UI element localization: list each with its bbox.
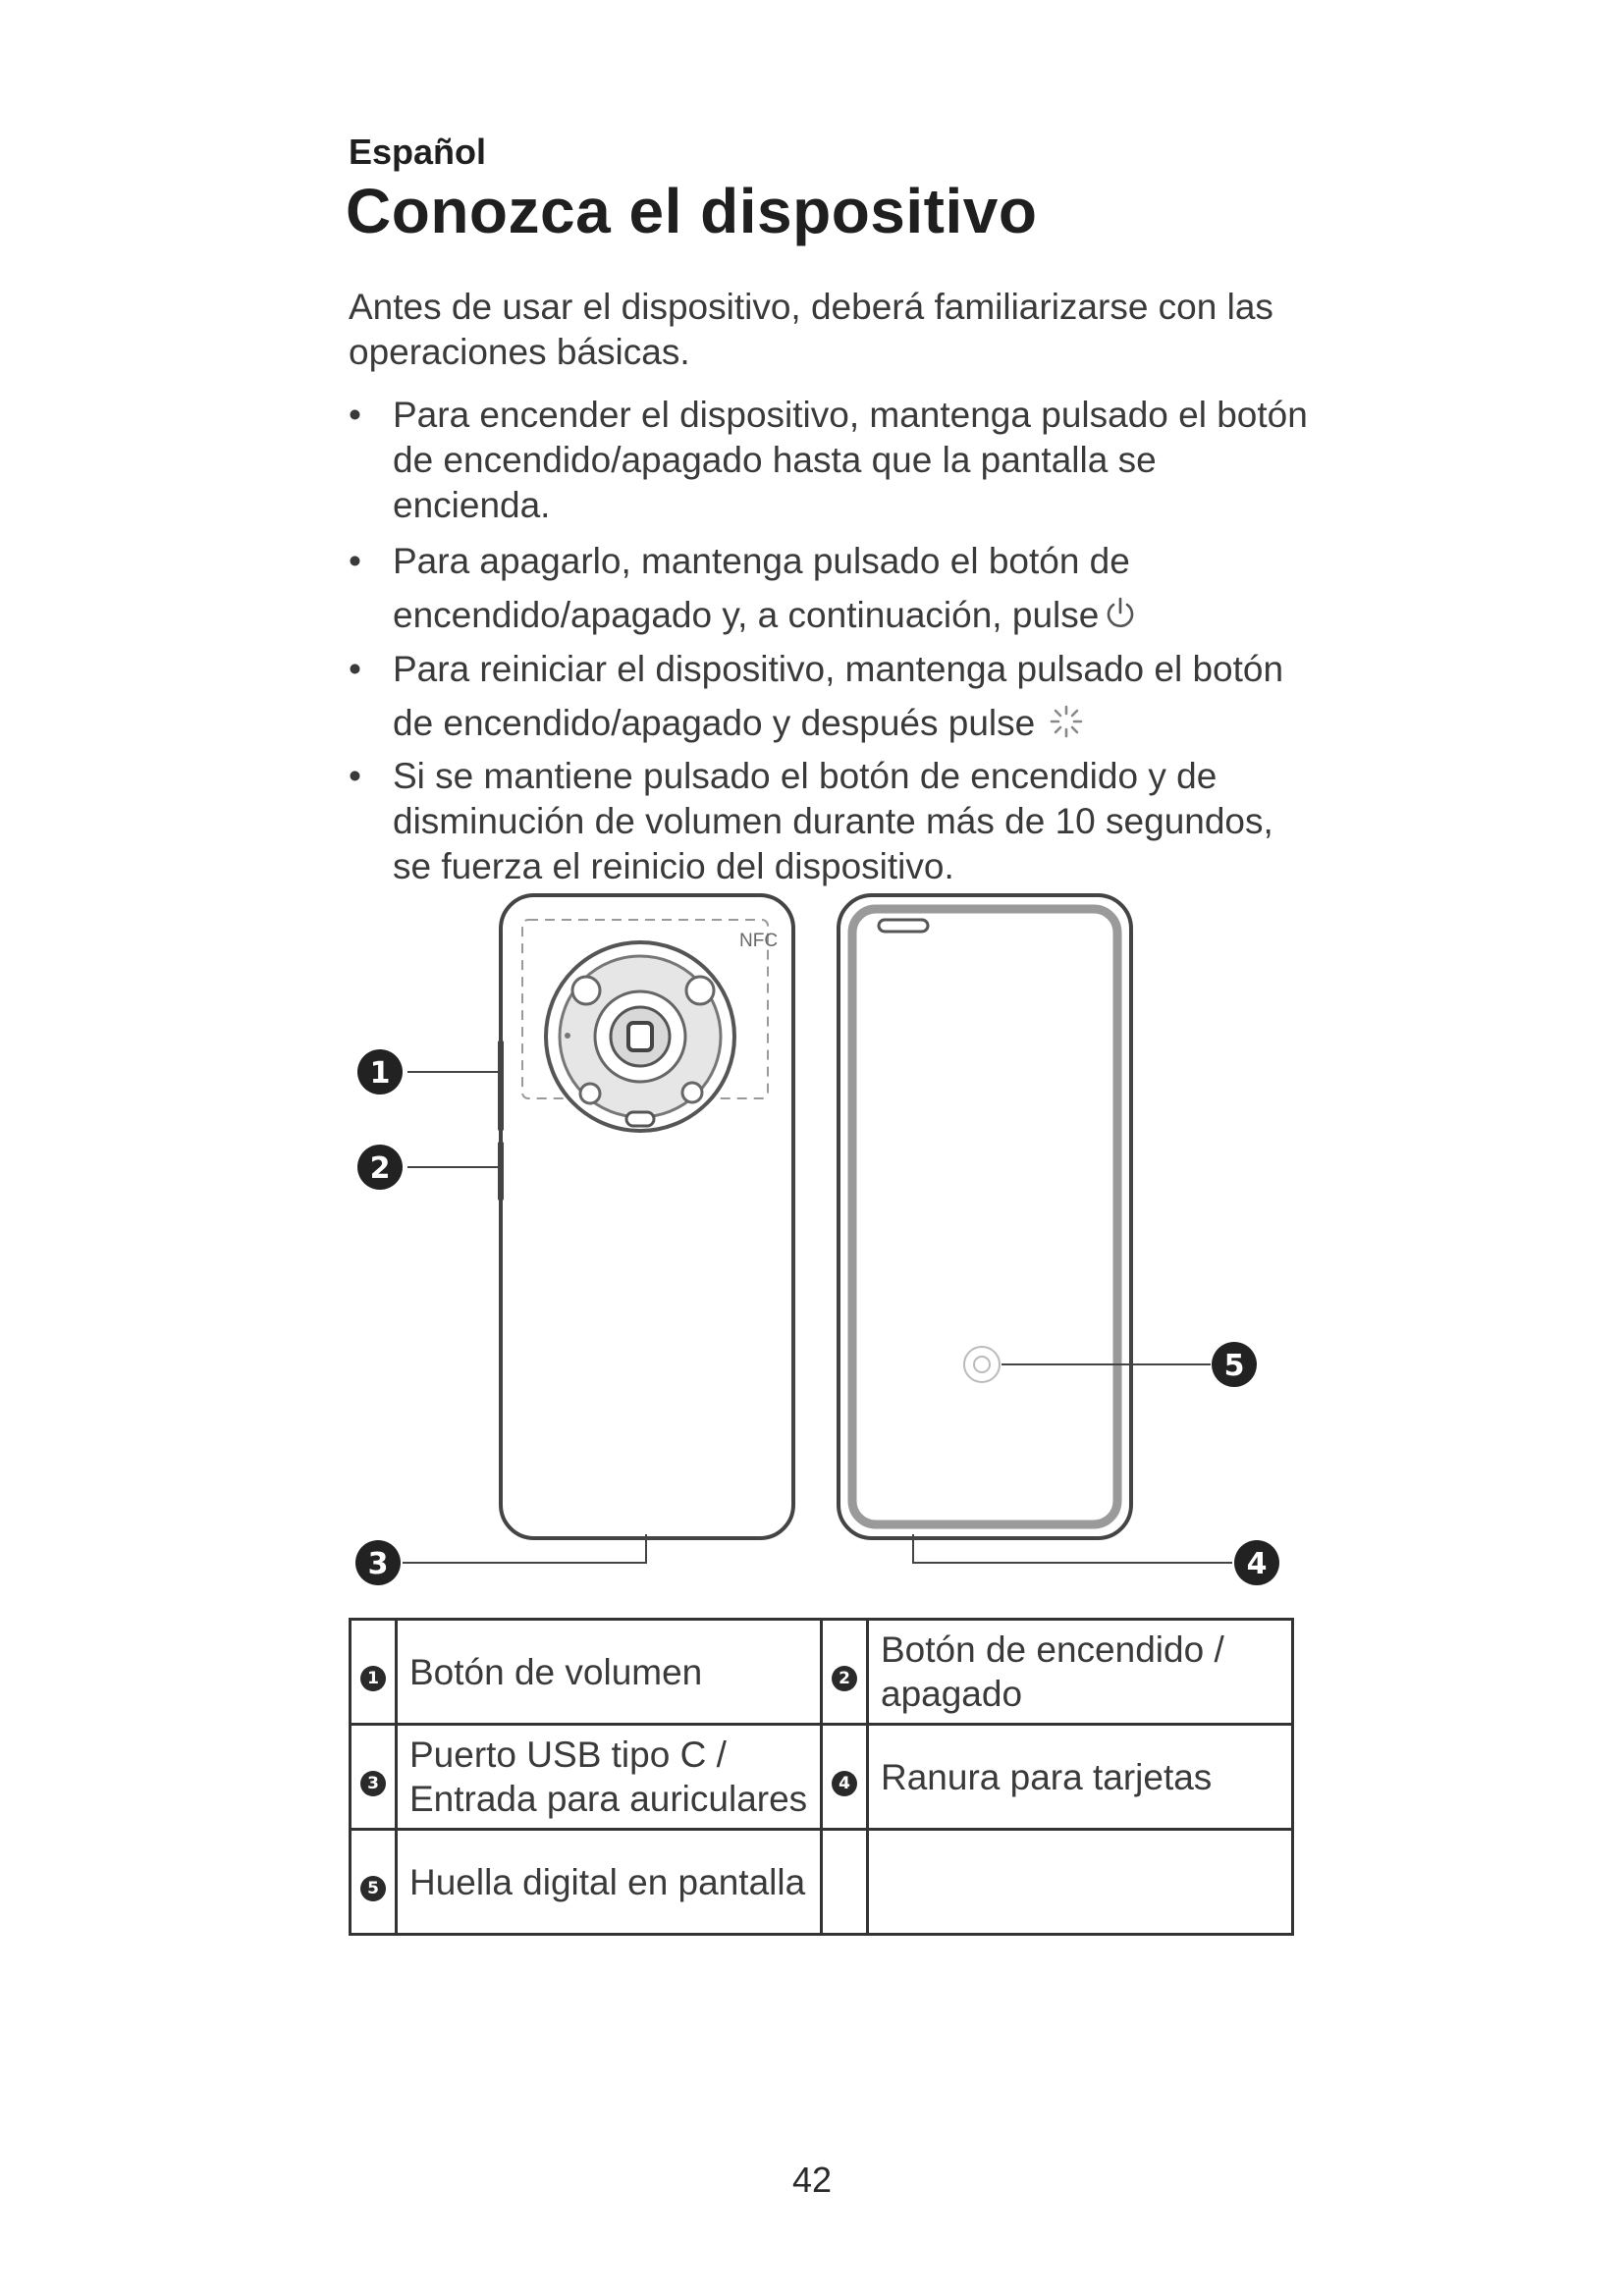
table-cell-label: Huella digital en pantalla xyxy=(397,1830,822,1935)
nfc-label: NFC xyxy=(739,931,779,951)
table-cell-label-empty xyxy=(868,1830,1293,1935)
callout-5 xyxy=(1212,1342,1257,1387)
table-cell-number: 5 xyxy=(351,1830,397,1935)
bullet-marker: • xyxy=(349,756,361,796)
table-cell-number: 3 xyxy=(351,1725,397,1830)
page-title: Conozca el dispositivo xyxy=(346,176,1038,246)
table-cell-label: Ranura para tarjetas xyxy=(868,1725,1293,1830)
bullet-marker: • xyxy=(349,649,361,689)
svg-text:2: 2 xyxy=(369,1151,391,1186)
table-row xyxy=(351,1830,1293,1935)
table-cell-number: 4 xyxy=(822,1725,868,1830)
power-icon xyxy=(1101,594,1140,633)
list-item-text: Para apagarlo, mantenga pulsado el botón de encendido/apagado y, a continuación, pulse xyxy=(393,541,1130,635)
svg-text:4: 4 xyxy=(1246,1547,1268,1581)
page-number: 42 xyxy=(791,2160,833,2200)
svg-text:3: 3 xyxy=(367,1547,389,1581)
intro-paragraph: Antes de usar el dispositivo, deberá familiarizarse con las operaciones básicas. xyxy=(349,287,1273,372)
table-cell-label: Puerto USB tipo C / Entrada para auriculares xyxy=(397,1725,822,1830)
table-cell-number: 1 xyxy=(351,1620,397,1725)
svg-text:1: 1 xyxy=(369,1056,391,1091)
instruction-list xyxy=(349,393,1311,889)
svg-text:5: 5 xyxy=(1223,1349,1245,1383)
list-item xyxy=(349,642,1311,750)
list-item xyxy=(349,754,1311,889)
phone-front-illustration xyxy=(839,895,1131,1538)
callout-1 xyxy=(357,1049,403,1095)
list-item-text: Para encender el dispositivo, mantenga pulsado el botón de encendido/apagado hasta que la pantalla se encienda. xyxy=(393,395,1308,525)
phone-back-illustration xyxy=(498,895,793,1538)
list-item-text: Para reiniciar el dispositivo, mantenga pulsado el botón de encendido/apagado y después pulse xyxy=(393,649,1284,743)
table-cell-label: Botón de encendido / apagado xyxy=(868,1620,1293,1725)
restart-icon xyxy=(1047,702,1086,741)
table-row xyxy=(351,1620,1293,1725)
list-item xyxy=(349,534,1311,642)
table-cell-label: Botón de volumen xyxy=(397,1620,822,1725)
language-label: Español xyxy=(349,132,487,172)
callout-4 xyxy=(1234,1540,1279,1585)
parts-table xyxy=(349,1618,1294,1936)
table-cell-number: 2 xyxy=(822,1620,868,1725)
device-diagram xyxy=(334,888,1296,1595)
list-item xyxy=(349,393,1311,528)
list-item-text: Si se mantiene pulsado el botón de encendido y de disminución de volumen durante más de 10 segundos, se fuerza el reinicio del dispositivo. xyxy=(393,756,1273,886)
callout-3 xyxy=(355,1540,401,1585)
bullet-marker: • xyxy=(349,541,361,581)
bullet-marker: • xyxy=(349,395,361,435)
callout-2 xyxy=(357,1145,403,1190)
table-cell-number-empty xyxy=(822,1830,868,1935)
table-row xyxy=(351,1725,1293,1830)
